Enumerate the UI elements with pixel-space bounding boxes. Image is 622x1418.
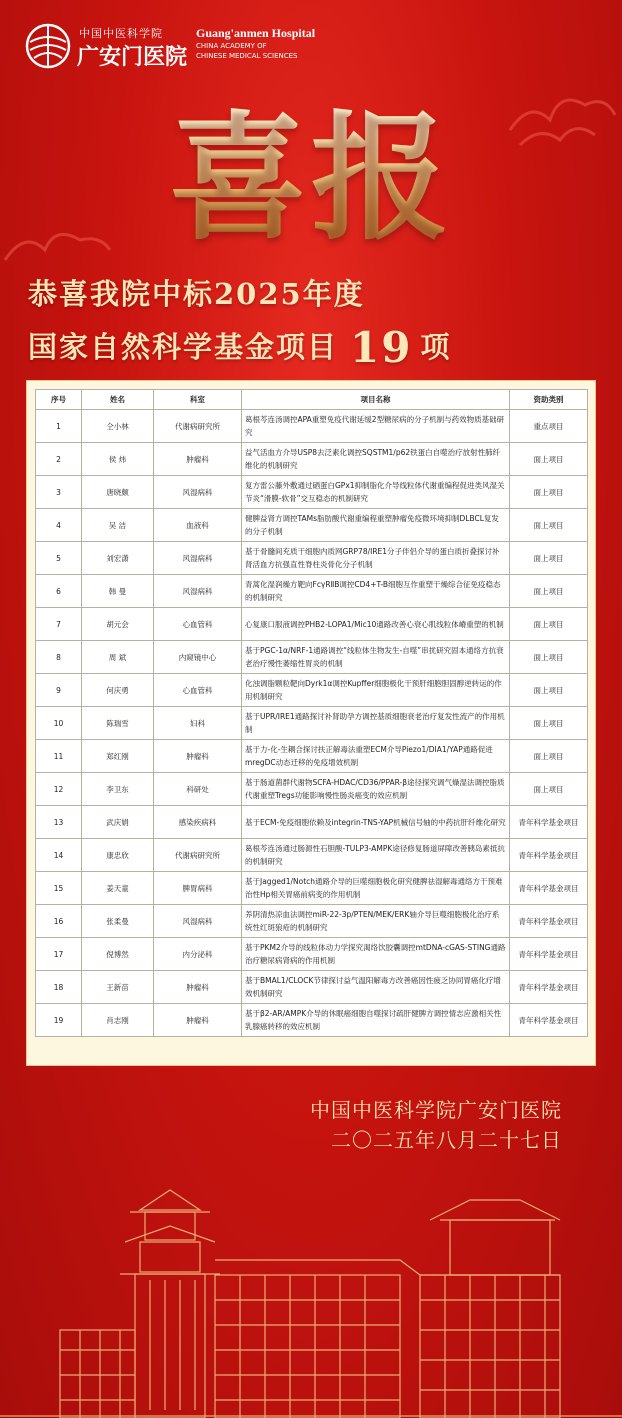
header-type: 资助类别 bbox=[510, 390, 588, 410]
cell-name: 何庆勇 bbox=[82, 674, 154, 707]
cell-dept: 代谢病研究所 bbox=[154, 839, 242, 872]
cell-project-title: 基于UPR/IRE1通路探讨补肾助孕方调控基质细胞衰老治疗复发性流产的作用机制 bbox=[242, 707, 510, 740]
cell-name: 肖志刚 bbox=[82, 1004, 154, 1037]
cell-dept: 内分泌科 bbox=[154, 938, 242, 971]
project-table-panel bbox=[26, 380, 596, 1066]
table-row bbox=[36, 476, 588, 509]
cell-no: 5 bbox=[36, 542, 82, 575]
cell-name: 吴 洁 bbox=[82, 509, 154, 542]
cell-funding-type: 面上项目 bbox=[510, 542, 588, 575]
table-row bbox=[36, 740, 588, 773]
cell-name: 倪博然 bbox=[82, 938, 154, 971]
cell-funding-type: 重点项目 bbox=[510, 410, 588, 443]
table-row bbox=[36, 608, 588, 641]
cell-name: 武庆娟 bbox=[82, 806, 154, 839]
cell-project-title: 基于BMAL1/CLOCK节律探讨益气温阳解毒方改善癌因性疲乏协同胃癌化疗增效机制研究 bbox=[242, 971, 510, 1004]
logo-english-sub2: CHINESE MEDICAL SCIENCES bbox=[196, 52, 298, 60]
table-row bbox=[36, 1004, 588, 1037]
cell-dept: 妇科 bbox=[154, 707, 242, 740]
cell-no: 12 bbox=[36, 773, 82, 806]
cell-funding-type: 面上项目 bbox=[510, 641, 588, 674]
cell-funding-type: 面上项目 bbox=[510, 608, 588, 641]
header-name: 姓名 bbox=[82, 390, 154, 410]
cell-name: 姜天童 bbox=[82, 872, 154, 905]
table-row bbox=[36, 971, 588, 1004]
table-row bbox=[36, 443, 588, 476]
cell-dept: 心血管科 bbox=[154, 608, 242, 641]
cell-no: 14 bbox=[36, 839, 82, 872]
hospital-logo bbox=[24, 22, 364, 70]
cell-project-title: 基于ECM-免疫细胞依赖及integrin-TNS-YAP机械信号轴的中药抗肝纤维化研究 bbox=[242, 806, 510, 839]
cell-funding-type: 青年科学基金项目 bbox=[510, 938, 588, 971]
cell-name: 唐晓颇 bbox=[82, 476, 154, 509]
cell-name: 李卫东 bbox=[82, 773, 154, 806]
project-count-unit: 项 bbox=[420, 330, 452, 364]
table-row bbox=[36, 410, 588, 443]
cell-name: 韩 曼 bbox=[82, 575, 154, 608]
cell-funding-type: 面上项目 bbox=[510, 476, 588, 509]
cell-funding-type: 面上项目 bbox=[510, 773, 588, 806]
cell-no: 4 bbox=[36, 509, 82, 542]
cell-funding-type: 面上项目 bbox=[510, 740, 588, 773]
cell-dept: 科研处 bbox=[154, 773, 242, 806]
footer-date: 二〇二五年八月二十七日 bbox=[331, 1128, 562, 1152]
cell-dept: 肿瘤科 bbox=[154, 1004, 242, 1037]
cell-dept: 脾胃病科 bbox=[154, 872, 242, 905]
cell-project-title: 益气活血方介导USP8去泛素化调控SQSTM1/p62铁蛋白自噬治疗放射性肺纤维化的机制研究 bbox=[242, 443, 510, 476]
cell-project-title: 基于PKM2介导的线粒体动力学探究渴络饮胶囊调控mtDNA-cGAS-STING通路治疗糖尿病肾病的作用机制 bbox=[242, 938, 510, 971]
cell-no: 1 bbox=[36, 410, 82, 443]
logo-english-name: Guang'anmen Hospital bbox=[196, 26, 316, 40]
cell-dept: 肿瘤科 bbox=[154, 443, 242, 476]
logo-hospital-name: 广安门医院 bbox=[77, 45, 188, 70]
cell-no: 19 bbox=[36, 1004, 82, 1037]
headline-good-news: 喜报 bbox=[0, 98, 622, 258]
cell-no: 15 bbox=[36, 872, 82, 905]
table-row bbox=[36, 641, 588, 674]
cell-no: 9 bbox=[36, 674, 82, 707]
cell-project-title: 复方雷公藤外敷通过硒蛋白GPx1抑制脂化介导线粒体代谢重编程促进类风湿关节炎“滑膜-软骨”交互稳态的机制研究 bbox=[242, 476, 510, 509]
cell-no: 8 bbox=[36, 641, 82, 674]
cell-dept: 肿瘤科 bbox=[154, 740, 242, 773]
cell-no: 18 bbox=[36, 971, 82, 1004]
cell-project-title: 基于肠道菌群代谢物SCFA-HDAC/CD36/PPAR-β途径探究调气燥湿法调控脂质代谢重塑Tregs功能影响慢性肠炎癌变的效应机制 bbox=[242, 773, 510, 806]
cell-name: 张柔曼 bbox=[82, 905, 154, 938]
table-row bbox=[36, 905, 588, 938]
cell-no: 13 bbox=[36, 806, 82, 839]
cell-no: 7 bbox=[36, 608, 82, 641]
table-header-row bbox=[36, 390, 588, 410]
cell-project-title: 心复康口服液调控PHB2-LOPA1/Mic10通路改善心衰心肌线粒体嵴重塑的机制 bbox=[242, 608, 510, 641]
cell-project-title: 葛根芩连汤通过肠源性石胆酸-TULP3-AMPK途径修复肠道屏障改善胰岛素抵抗的机制研究 bbox=[242, 839, 510, 872]
footer-organization: 中国中医科学院广安门医院 bbox=[310, 1098, 562, 1122]
cell-funding-type: 面上项目 bbox=[510, 575, 588, 608]
cell-project-title: 基于骨髓间充质干细胞内质网GRP78/IRE1分子伴侣介导的蛋白质折叠探讨补肾活血方抗强直性脊柱炎骨化分子机制 bbox=[242, 542, 510, 575]
cell-name: 侯 炜 bbox=[82, 443, 154, 476]
cell-name: 周 斌 bbox=[82, 641, 154, 674]
table-row bbox=[36, 575, 588, 608]
header-title: 项目名称 bbox=[242, 390, 510, 410]
project-table bbox=[35, 389, 588, 1037]
cell-project-title: 健脾益肾方调控TAMs脂肪酸代谢重编程重塑肿瘤免疫微环境抑制DLBCL复发的分子机制 bbox=[242, 509, 510, 542]
cell-name: 仝小林 bbox=[82, 410, 154, 443]
subtitle-project-text: 国家自然科学基金项目 bbox=[28, 330, 339, 364]
cell-no: 16 bbox=[36, 905, 82, 938]
cell-project-title: 基于Jagged1/Notch通路介导的巨噬细胞极化研究健脾祛湿解毒通络方干预难治性Hp相关胃癌前病变的作用机制 bbox=[242, 872, 510, 905]
table-row bbox=[36, 839, 588, 872]
cell-project-title: 基于PGC-1α/NRF-1通路调控“线粒体生物发生-自噬”串扰研究固本通络方抗衰老治疗慢性萎缩性胃炎的机制 bbox=[242, 641, 510, 674]
cell-dept: 风湿病科 bbox=[154, 575, 242, 608]
table-row bbox=[36, 674, 588, 707]
cell-dept: 风湿病科 bbox=[154, 905, 242, 938]
cell-funding-type: 青年科学基金项目 bbox=[510, 971, 588, 1004]
header-dept: 科室 bbox=[154, 390, 242, 410]
cell-dept: 风湿病科 bbox=[154, 476, 242, 509]
cell-dept: 内窥镜中心 bbox=[154, 641, 242, 674]
cell-name: 刘宏潇 bbox=[82, 542, 154, 575]
cell-no: 11 bbox=[36, 740, 82, 773]
table-row bbox=[36, 872, 588, 905]
table-row bbox=[36, 509, 588, 542]
cell-name: 郑红刚 bbox=[82, 740, 154, 773]
cell-no: 17 bbox=[36, 938, 82, 971]
cell-funding-type: 面上项目 bbox=[510, 509, 588, 542]
cell-funding-type: 青年科学基金项目 bbox=[510, 806, 588, 839]
cell-funding-type: 面上项目 bbox=[510, 443, 588, 476]
cell-funding-type: 青年科学基金项目 bbox=[510, 905, 588, 938]
cell-project-title: 青蒿化湿润燥方靶向FcγRⅡB调控CD4+T-B细胞互作重塑干燥综合征免疫稳态的机制研究 bbox=[242, 575, 510, 608]
cell-name: 胡元会 bbox=[82, 608, 154, 641]
cell-dept: 肿瘤科 bbox=[154, 971, 242, 1004]
cell-name: 王新苗 bbox=[82, 971, 154, 1004]
cell-dept: 感染疾病科 bbox=[154, 806, 242, 839]
hospital-emblem-icon bbox=[24, 22, 72, 70]
cell-funding-type: 青年科学基金项目 bbox=[510, 1004, 588, 1037]
cell-dept: 血液科 bbox=[154, 509, 242, 542]
subtitle-line-1: 恭喜我院中标2025年度 bbox=[28, 277, 365, 311]
cell-no: 2 bbox=[36, 443, 82, 476]
cell-project-title: 基于β2-AR/AMPK介导的休眠癌细胞自噬探讨疏肝健脾方调控情志应激相关性乳腺癌转移的效应机制 bbox=[242, 1004, 510, 1037]
cell-no: 6 bbox=[36, 575, 82, 608]
cell-funding-type: 面上项目 bbox=[510, 707, 588, 740]
cell-dept: 心血管科 bbox=[154, 674, 242, 707]
cell-project-title: 化浊调脂颗粒靶向Dyrk1α调控Kupffer细胞极化干预肝细胞胆固醇逆转运的作用机制研究 bbox=[242, 674, 510, 707]
table-row bbox=[36, 542, 588, 575]
table-row bbox=[36, 806, 588, 839]
cell-funding-type: 面上项目 bbox=[510, 674, 588, 707]
cell-funding-type: 青年科学基金项目 bbox=[510, 872, 588, 905]
cell-funding-type: 青年科学基金项目 bbox=[510, 839, 588, 872]
logo-english-sub1: CHINA ACADEMY OF bbox=[196, 42, 267, 50]
cell-no: 10 bbox=[36, 707, 82, 740]
cell-project-title: 葛根芩连汤调控APA重塑免疫代谢延缓2型糖尿病的分子机制与药效物质基础研究 bbox=[242, 410, 510, 443]
table-row bbox=[36, 707, 588, 740]
cell-dept: 风湿病科 bbox=[154, 542, 242, 575]
project-count: 19 bbox=[350, 323, 413, 372]
cell-project-title: 基于力-化-生耦合探讨扶正解毒法重塑ECM介导Piezo1/DIA1/YAP通路促进mregDC动态迁移的免疫增效机制 bbox=[242, 740, 510, 773]
cell-name: 康忠欣 bbox=[82, 839, 154, 872]
cell-project-title: 养阴清热凉血法调控miR-22-3p/PTEN/MEK/ERK轴介导巨噬细胞极化治疗系统性红斑狼疮的机制研究 bbox=[242, 905, 510, 938]
subtitle-line-2 bbox=[28, 318, 608, 372]
cell-dept: 代谢病研究所 bbox=[154, 410, 242, 443]
logo-org-name: 中国中医科学院 bbox=[79, 27, 163, 40]
table-row bbox=[36, 773, 588, 806]
cell-no: 3 bbox=[36, 476, 82, 509]
cell-name: 陈瑞雪 bbox=[82, 707, 154, 740]
header-no: 序号 bbox=[36, 390, 82, 410]
table-row bbox=[36, 938, 588, 971]
hospital-building-illustration-icon bbox=[0, 1150, 622, 1418]
